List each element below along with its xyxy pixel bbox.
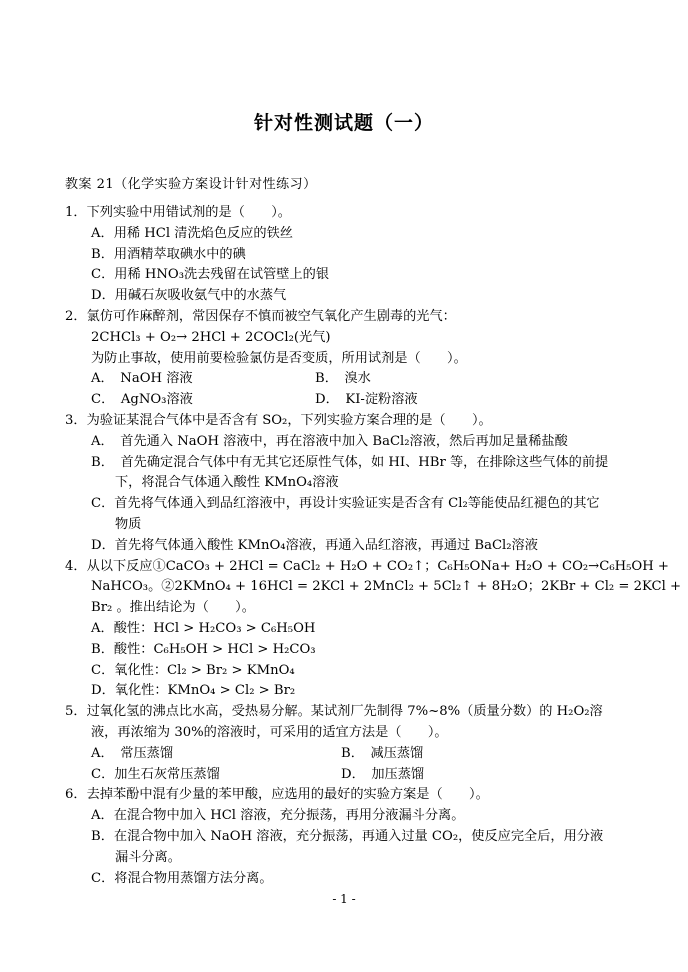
question-1-option-b: B．用酒精萃取碘水中的碘 (91, 246, 246, 262)
question-6-option-a: A．在混合物中加入 HCl 溶液，充分振荡，再用分液漏斗分离。 (91, 808, 465, 824)
question-1-option-c: C．用稀 HNO₃洗去残留在试管壁上的银 (91, 267, 330, 283)
question-2-option-c: C． AgNO₃溶液 (91, 392, 193, 408)
question-4-option-c: C．氧化性：Cl₂ > Br₂ > KMnO₄ (91, 662, 295, 678)
question-4-line3: Br₂ 。推出结论为（ ）。 (91, 600, 255, 616)
question-4-line2: NaHCO₃。②2KMnO₄ + 16HCl = 2KCl + 2MnCl₂ + 5Cl₂↑ + 8H₂O；2KBr + Cl₂ = 2KCl + (91, 579, 682, 595)
question-4-option-b: B．酸性：C₆H₅OH > HCl > H₂CO₃ (91, 641, 316, 657)
question-2-options-ab (65, 369, 645, 390)
question-5-option-a: A． 常压蒸馏 (91, 745, 174, 761)
question-2-option-a: A． NaOH 溶液 (91, 371, 193, 387)
question-6-option-c: C．将混合物用蒸馏方法分离。 (91, 870, 273, 886)
question-2-equation: 2CHCl₃ + O₂→ 2HCl + 2COCl₂(光气) (91, 329, 331, 345)
question-1-option-a: A．用稀 HCl 清洗焰色反应的铁丝 (91, 225, 293, 241)
question-6-stem: 6．去掉苯酚中混有少量的苯甲酸，应选用的最好的实验方案是（ ）。 (65, 787, 489, 803)
question-5-option-c: C．加生石灰常压蒸馏 (91, 766, 220, 782)
question-3-option-c-line2: 物质 (115, 516, 142, 532)
question-3-option-c-line1: C．首先将气体通入到品红溶液中，再设计实验证实是否含有 Cl₂等能使品红褪色的其它 (91, 496, 600, 512)
question-3-option-a: A． 首先通入 NaOH 溶液中，再在溶液中加入 BaCl₂溶液，然后再加足量稀盐酸 (91, 433, 568, 449)
question-3-option-b-line1: B． 首先确定混合气体中有无其它还原性气体，如 HI、HBr 等，在排除这些气体的前提 (91, 454, 609, 470)
question-6-option-b-line1: B．在混合物中加入 NaOH 溶液，充分振荡，再通入过量 CO₂，使反应完全后，用分液 (91, 828, 604, 844)
question-5-options-cd (65, 765, 645, 786)
question-2-options-cd (65, 390, 645, 411)
question-1-option-d: D．用碱石灰吸收氨气中的水蒸气 (91, 288, 287, 304)
question-3-stem: 3．为验证某混合气体中是否含有 SO₂，下列实验方案合理的是（ ）。 (65, 412, 492, 428)
question-2-ask: 为防止事故，使用前要检验氯仿是否变质，所用试剂是（ ）。 (91, 350, 467, 366)
question-5-option-d: D． 加压蒸馏 (341, 766, 425, 782)
question-list (65, 203, 682, 889)
question-3-option-b-line2: 下，将混合气体通入酸性 KMnO₄溶液 (115, 475, 339, 491)
question-4-option-a: A．酸性：HCl > H₂CO₃ > C₆H₅OH (91, 620, 316, 636)
question-5-options-ab (65, 744, 645, 765)
question-2-option-b: B． 溴水 (315, 371, 371, 387)
page-number: - 1 - (332, 892, 356, 906)
question-4-option-d: D．氧化性：KMnO₄ > Cl₂ > Br₂ (91, 683, 296, 699)
question-2-option-d: D． KI-淀粉溶液 (315, 392, 418, 408)
question-5-option-b: B． 减压蒸馏 (341, 745, 424, 761)
page-title: 针对性测试题（一） (253, 112, 434, 134)
question-2-stem: 2．氯仿可作麻醉剂，常因保存不慎而被空气氧化产生剧毒的光气： (65, 308, 456, 324)
question-5-line2: 液，再浓缩为 30%的溶液时，可采用的适宜方法是（ ）。 (91, 724, 448, 740)
question-1-stem: 1．下列实验中用错试剂的是（ ）。 (65, 205, 291, 220)
question-5-line1: 5．过氧化氢的沸点比水高，受热易分解。某试剂厂先制得 7%~8%（质量分数）的 H₂O₂溶 (65, 704, 603, 720)
page-subtitle: 教案 21（化学实验方案设计针对性练习） (65, 177, 317, 192)
question-6-option-b-line2: 漏斗分离。 (115, 849, 181, 865)
question-4-line1: 4．从以下反应①CaCO₃ + 2HCl = CaCl₂ + H₂O + CO₂↑；C₆H₅ONa+ H₂O + CO₂→C₆H₅OH + (65, 558, 669, 574)
question-3-option-d: D．首先将气体通入酸性 KMnO₄溶液，再通入品红溶液，再通过 BaCl₂溶液 (91, 537, 538, 553)
